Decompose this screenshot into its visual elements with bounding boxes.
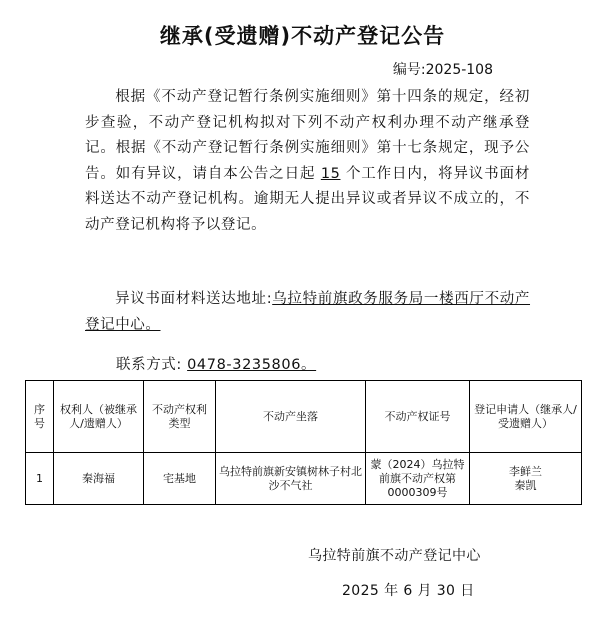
notice-text-after-days: 个工作日内，将异议书面材料送达不动产登记机构。逾期无人提出异议或者异议不成立的，不动产登记机构将予以登记。 — [85, 165, 530, 233]
document-number: 编号:2025-108 — [392, 62, 493, 78]
contact-phone: 0478-3235806。 — [187, 357, 317, 373]
page-title: 继承(受遗赠)不动产登记公告 — [159, 24, 446, 48]
issue-date: 2025 年 6 月 30 日 — [342, 583, 475, 599]
table-row — [26, 453, 582, 505]
contact-line — [116, 353, 316, 374]
notice-paragraph — [85, 85, 530, 238]
applicants-cell — [470, 453, 582, 505]
certificate-number: 蒙（2024）乌拉特前旗不动产权第0000309号 — [366, 453, 470, 505]
header-cell: 不动产权证号 — [366, 381, 470, 453]
address-value: 乌拉特前旗政务服务局一楼西厅不动产登记中心。 — [85, 291, 531, 333]
header-cell: 序号 — [26, 381, 54, 453]
header-cell: 不动产坐落 — [216, 381, 366, 453]
applicant-name: 李鲜兰 — [509, 464, 542, 478]
row-number: 1 — [26, 453, 54, 505]
table-header-row — [26, 381, 582, 453]
right-type: 宅基地 — [144, 453, 216, 505]
notice-text-before-days: 根据《不动产登记暂行条例实施细则》第十四条的规定，经初步查验，不动产登记机构拟对下列不动产权利办理不动产继承登记。根据《不动产登记暂行条例实施细则》第十七条规定，现予公告。如有异议，请自本公告之日起 — [85, 89, 530, 182]
header-cell: 登记申请人（继承人/受遗赠人） — [470, 381, 582, 453]
address-label: 异议书面材料送达地址: — [115, 291, 273, 307]
header-cell: 不动产权利类型 — [144, 381, 216, 453]
header-cell: 权利人（被继承人/遗赠人） — [54, 381, 144, 453]
owner-name: 秦海福 — [54, 453, 144, 505]
objection-days: 15 — [320, 165, 341, 182]
contact-label: 联系方式: — [116, 357, 182, 373]
property-table — [25, 380, 582, 505]
address-paragraph — [85, 287, 530, 338]
property-location: 乌拉特前旗新安镇树林子村北沙不气社 — [216, 453, 366, 505]
applicant-name: 秦凯 — [514, 478, 537, 492]
issuing-organization: 乌拉特前旗不动产登记中心 — [308, 548, 481, 564]
